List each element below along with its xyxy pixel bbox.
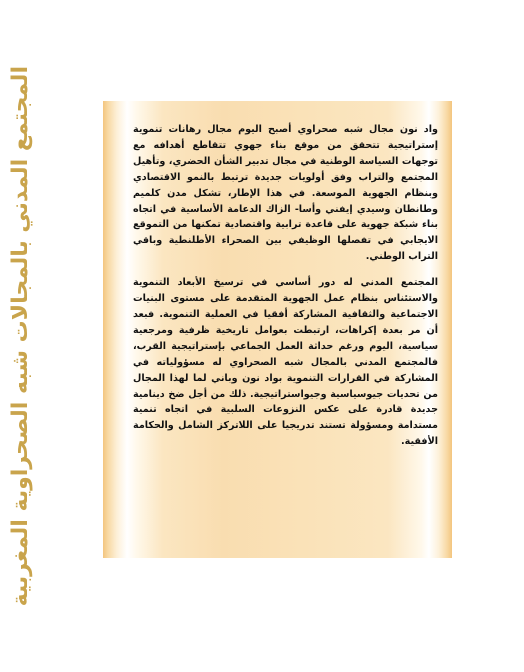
book-title: المجتمع المدني بالمجالات شبه الصحراوية المغربية — [7, 65, 33, 607]
body-text — [133, 122, 438, 460]
paragraph: المجتمع المدني له دور أساسي في ترسيخ الأبعاد التنموية والاستئناس بنظام عمل الجهوية المتقدمة على مستوى البنيات الاجتماعية والثقافية المشاركة أفقيا في العملية التنموية. فبعد أن مر بعدة إكراهات، ارتبطت بعوامل تاريخية ظرفية ومرجعية سياسية، اليوم ورغم حداثة العمل الجماعي بإستراتيجية القرب، فالمجتمع المدني بالمجال شبه الصحراوي له مسؤولياته في المشاركة في القرارات التنموية بواد نون وباني لما لهذا المجال من تحديات جيوسياسية وجيواستراتيجية. ذلك من أجل ضخ دينامية جديدة قادرة على عكس النزوعات السلبية في اتجاه تنمية مستدامة ومسؤولة تستند تدريجيا على اللاتركز الشامل والحكامة الأفقية. — [133, 277, 438, 448]
text-panel — [103, 101, 452, 558]
spine-title — [0, 0, 40, 672]
paragraph: واد نون مجال شبه صحراوي أصبح اليوم مجال رهانات تنموية إستراتيجية تتحقق من موقع بناء جهوي تتقاطع أهدافه مع توجهات السياسة الوطنية في مجال تدبير الشأن الحضري، وتأهيل المجتمع والتراب وفق أولويات جديدة ترتبط بالنمو الاقتصادي وبنظام الجهوية الموسعة. في هذا الإطار، تشكل مدن كلميم وطانطان وسيدي إيفني وأسا- الزاك الدعامة الأساسية في اتجاه بناء شبكة جهوية على قاعدة ترابية واقتصادية تمكنها من التموقع الايجابي في تفصلها الوظيفي بين الصحراء الأطلنطية وباقي التراب الوطني. — [133, 124, 438, 263]
